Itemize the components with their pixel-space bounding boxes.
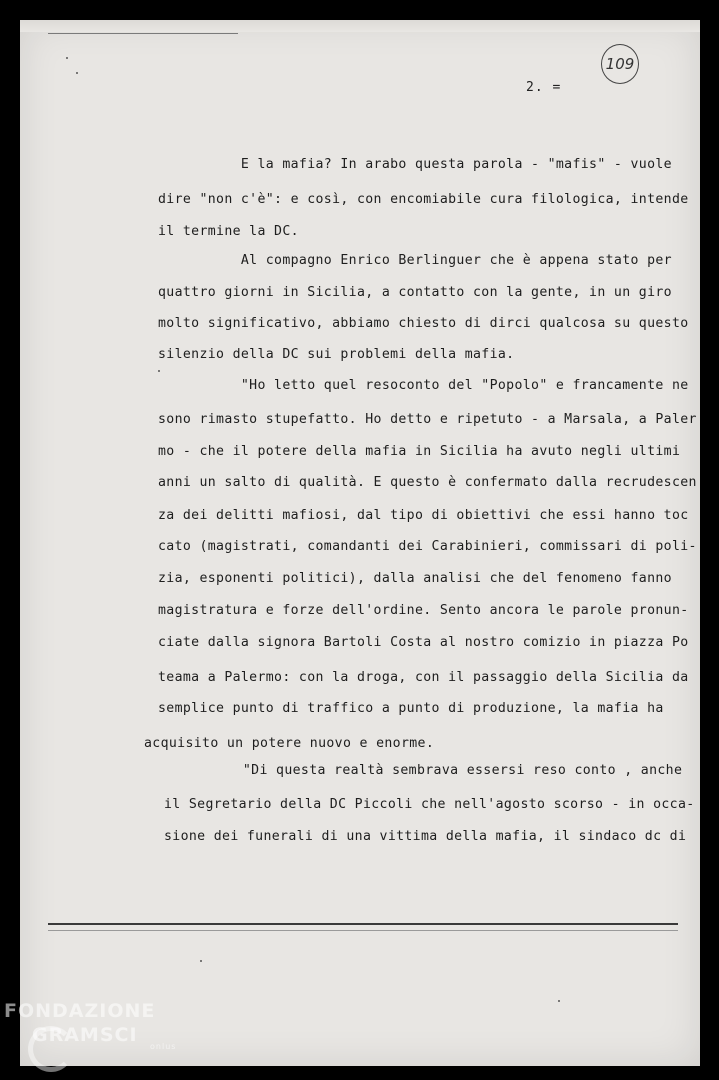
- text-line: molto significativo, abbiamo chiesto di dirci qualcosa su questo: [158, 316, 689, 331]
- text-line: E la mafia? In arabo questa parola - "mafis" - vuole: [158, 157, 672, 172]
- top-rule: [48, 33, 238, 34]
- text-line: dire "non c'è": e così, con encomiabile cura filologica, intende: [158, 192, 689, 207]
- fondazione-gramsci-watermark: [4, 1000, 176, 1051]
- text-line: Al compagno Enrico Berlinguer che è appena stato per: [158, 253, 672, 268]
- text-line: sione dei funerali di una vittima della mafia, il sindaco dc di: [164, 829, 687, 844]
- text-line: silenzio della DC sui problemi della mafia.: [158, 347, 515, 362]
- watermark-line-2: GRAMSCI: [32, 1024, 138, 1046]
- text-line: mo - che il potere della mafia in Sicilia ha avuto negli ultimi: [158, 444, 681, 459]
- bottom-rule: [48, 923, 678, 925]
- text-line: teama a Palermo: con la droga, con il passaggio della Sicilia da: [158, 670, 689, 685]
- text-line: cato (magistrati, comandanti dei Carabinieri, commissari di poli-: [158, 539, 697, 554]
- document-page: [20, 20, 700, 1066]
- paper-speck: [76, 72, 78, 74]
- bottom-rule-secondary: [48, 930, 678, 931]
- text-line: "Ho letto quel resoconto del "Popolo" e francamente ne: [158, 378, 689, 393]
- paper-speck: [66, 57, 68, 59]
- text-line: ciate dalla signora Bartoli Costa al nostro comizio in piazza Po: [158, 635, 689, 650]
- text-line: il termine la DC.: [158, 224, 299, 239]
- paper-speck: [200, 960, 202, 962]
- watermark-g-logo-icon: [28, 1026, 74, 1072]
- folio-stamp: 109: [601, 44, 639, 84]
- page-number: 2. =: [526, 80, 562, 95]
- paper-speck: [558, 1000, 560, 1002]
- text-line: il Segretario della DC Piccoli che nell'agosto scorso - in occa-: [164, 797, 695, 812]
- paper-speck: [158, 370, 160, 372]
- text-line: zia, esponenti politici), dalla analisi che del fenomeno fanno: [158, 571, 672, 586]
- text-line: quattro giorni in Sicilia, a contatto con la gente, in un giro: [158, 285, 672, 300]
- watermark-line-3: onlus: [150, 1042, 177, 1051]
- watermark-line-1: FONDAZIONE: [4, 1000, 156, 1022]
- text-line: acquisito un potere nuovo e enorme.: [144, 736, 435, 751]
- text-line: sono rimasto stupefatto. Ho detto e ripetuto - a Marsala, a Paler: [158, 412, 697, 427]
- text-line: magistratura e forze dell'ordine. Sento ancora le parole pronun-: [158, 603, 689, 618]
- text-line: semplice punto di traffico a punto di produzione, la mafia ha: [158, 701, 664, 716]
- text-line: "Di questa realtà sembrava essersi reso conto , anche: [160, 763, 683, 778]
- text-line: anni un salto di qualità. E questo è confermato dalla recrudescen: [158, 475, 697, 490]
- text-line: za dei delitti mafiosi, dal tipo di obiettivi che essi hanno toc: [158, 508, 689, 523]
